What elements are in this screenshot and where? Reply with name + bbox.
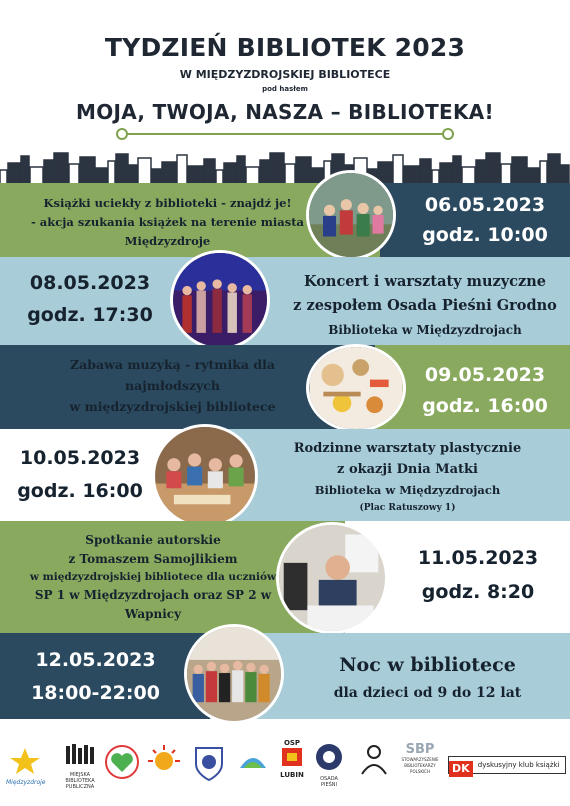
event-2-time: godz. 17:30 xyxy=(27,304,153,326)
event-5-description: Spotkanie autorskie z Tomaszem Samojlikiem w międzyzdrojskiej bibliotece dla uczniów SP 1 w Międzyzdrojach oraz SP 2 w Wapnicy xyxy=(29,533,277,621)
event-6-description: Noc w bibliotece dla dzieci od 9 do 12 lat xyxy=(333,654,522,701)
sbp-logo: SBP STOWARZYSZENIE BIBLIOTEKARZY POLSKICH xyxy=(401,742,439,774)
event-2-date: 08.05.2023 xyxy=(29,272,151,294)
event-6-photo xyxy=(184,624,284,724)
osp-lubin-logo: OSP LUBIN xyxy=(280,739,304,779)
event-4-description: Rodzinne warsztaty plastycznie z okazji Dnia Matki Biblioteka w Międzyzdrojach (Plac Ratuszowy 1) xyxy=(293,441,522,513)
event-1-photo xyxy=(306,170,396,260)
event-5-photo xyxy=(276,522,388,634)
event-6-time: 18:00-22:00 xyxy=(31,682,160,704)
poster-slogan: MOJA, TWOJA, NASZA – BIBLIOTEKA! xyxy=(76,100,494,124)
school-primary-logo xyxy=(236,746,270,780)
miedzyzdroje-logo: Międzyzdroje xyxy=(6,746,44,786)
mbp-logo: MIEJSKA BIBLIOTEKA PUBLICZNA xyxy=(62,742,98,790)
event-3-description: Zabawa muzyką - rytmika dla najmłodszych w międzyzdrojskiej bibliotece xyxy=(69,357,276,414)
reading-club-figure-logo xyxy=(354,742,394,782)
event-4-photo xyxy=(152,424,258,528)
event-6-date: 12.05.2023 xyxy=(35,649,156,671)
sun-association-logo xyxy=(144,744,184,782)
event-1-description: Książki uciekły z biblioteki - znajdź je! - akcja szukania książek na terenie miasta Międzyzdroje xyxy=(31,196,304,248)
dkk-logo: DK $^{dyskusyjny klub książki}$ xyxy=(448,756,566,774)
event-4-time: godz. 16:00 xyxy=(17,480,143,502)
event-3-photo xyxy=(306,344,406,432)
event-2-description: Koncert i warsztaty muzyczne z zespołem Osada Pieśni Grodno Biblioteka w Międzyzdrojach xyxy=(293,273,557,337)
event-3-time: godz. 16:00 xyxy=(422,395,548,417)
event-2-photo xyxy=(170,250,270,350)
event-4-date: 10.05.2023 xyxy=(19,447,141,469)
poster-header xyxy=(0,0,570,180)
event-3-date: 09.05.2023 xyxy=(424,364,546,386)
heart-logo xyxy=(104,744,140,784)
school-crest-logo xyxy=(192,744,226,786)
bookshelf-decoration xyxy=(0,144,570,184)
under-motto-label: pod hasłem xyxy=(262,85,308,93)
poster-title: TYDZIEŃ BIBLIOTEK 2023 xyxy=(104,33,466,62)
sponsor-logos xyxy=(0,736,570,806)
event-1-date: 06.05.2023 xyxy=(424,194,546,216)
event-1-time: godz. 10:00 xyxy=(422,224,548,246)
poster-subtitle: W MIĘDZYZDROJSKIEJ BIBLIOTECE xyxy=(179,68,391,81)
event-5-time: godz. 8:20 xyxy=(421,581,535,603)
osada-piesni-logo: OSADA PIEŚNI xyxy=(312,742,346,788)
event-5-date: 11.05.2023 xyxy=(417,547,539,569)
